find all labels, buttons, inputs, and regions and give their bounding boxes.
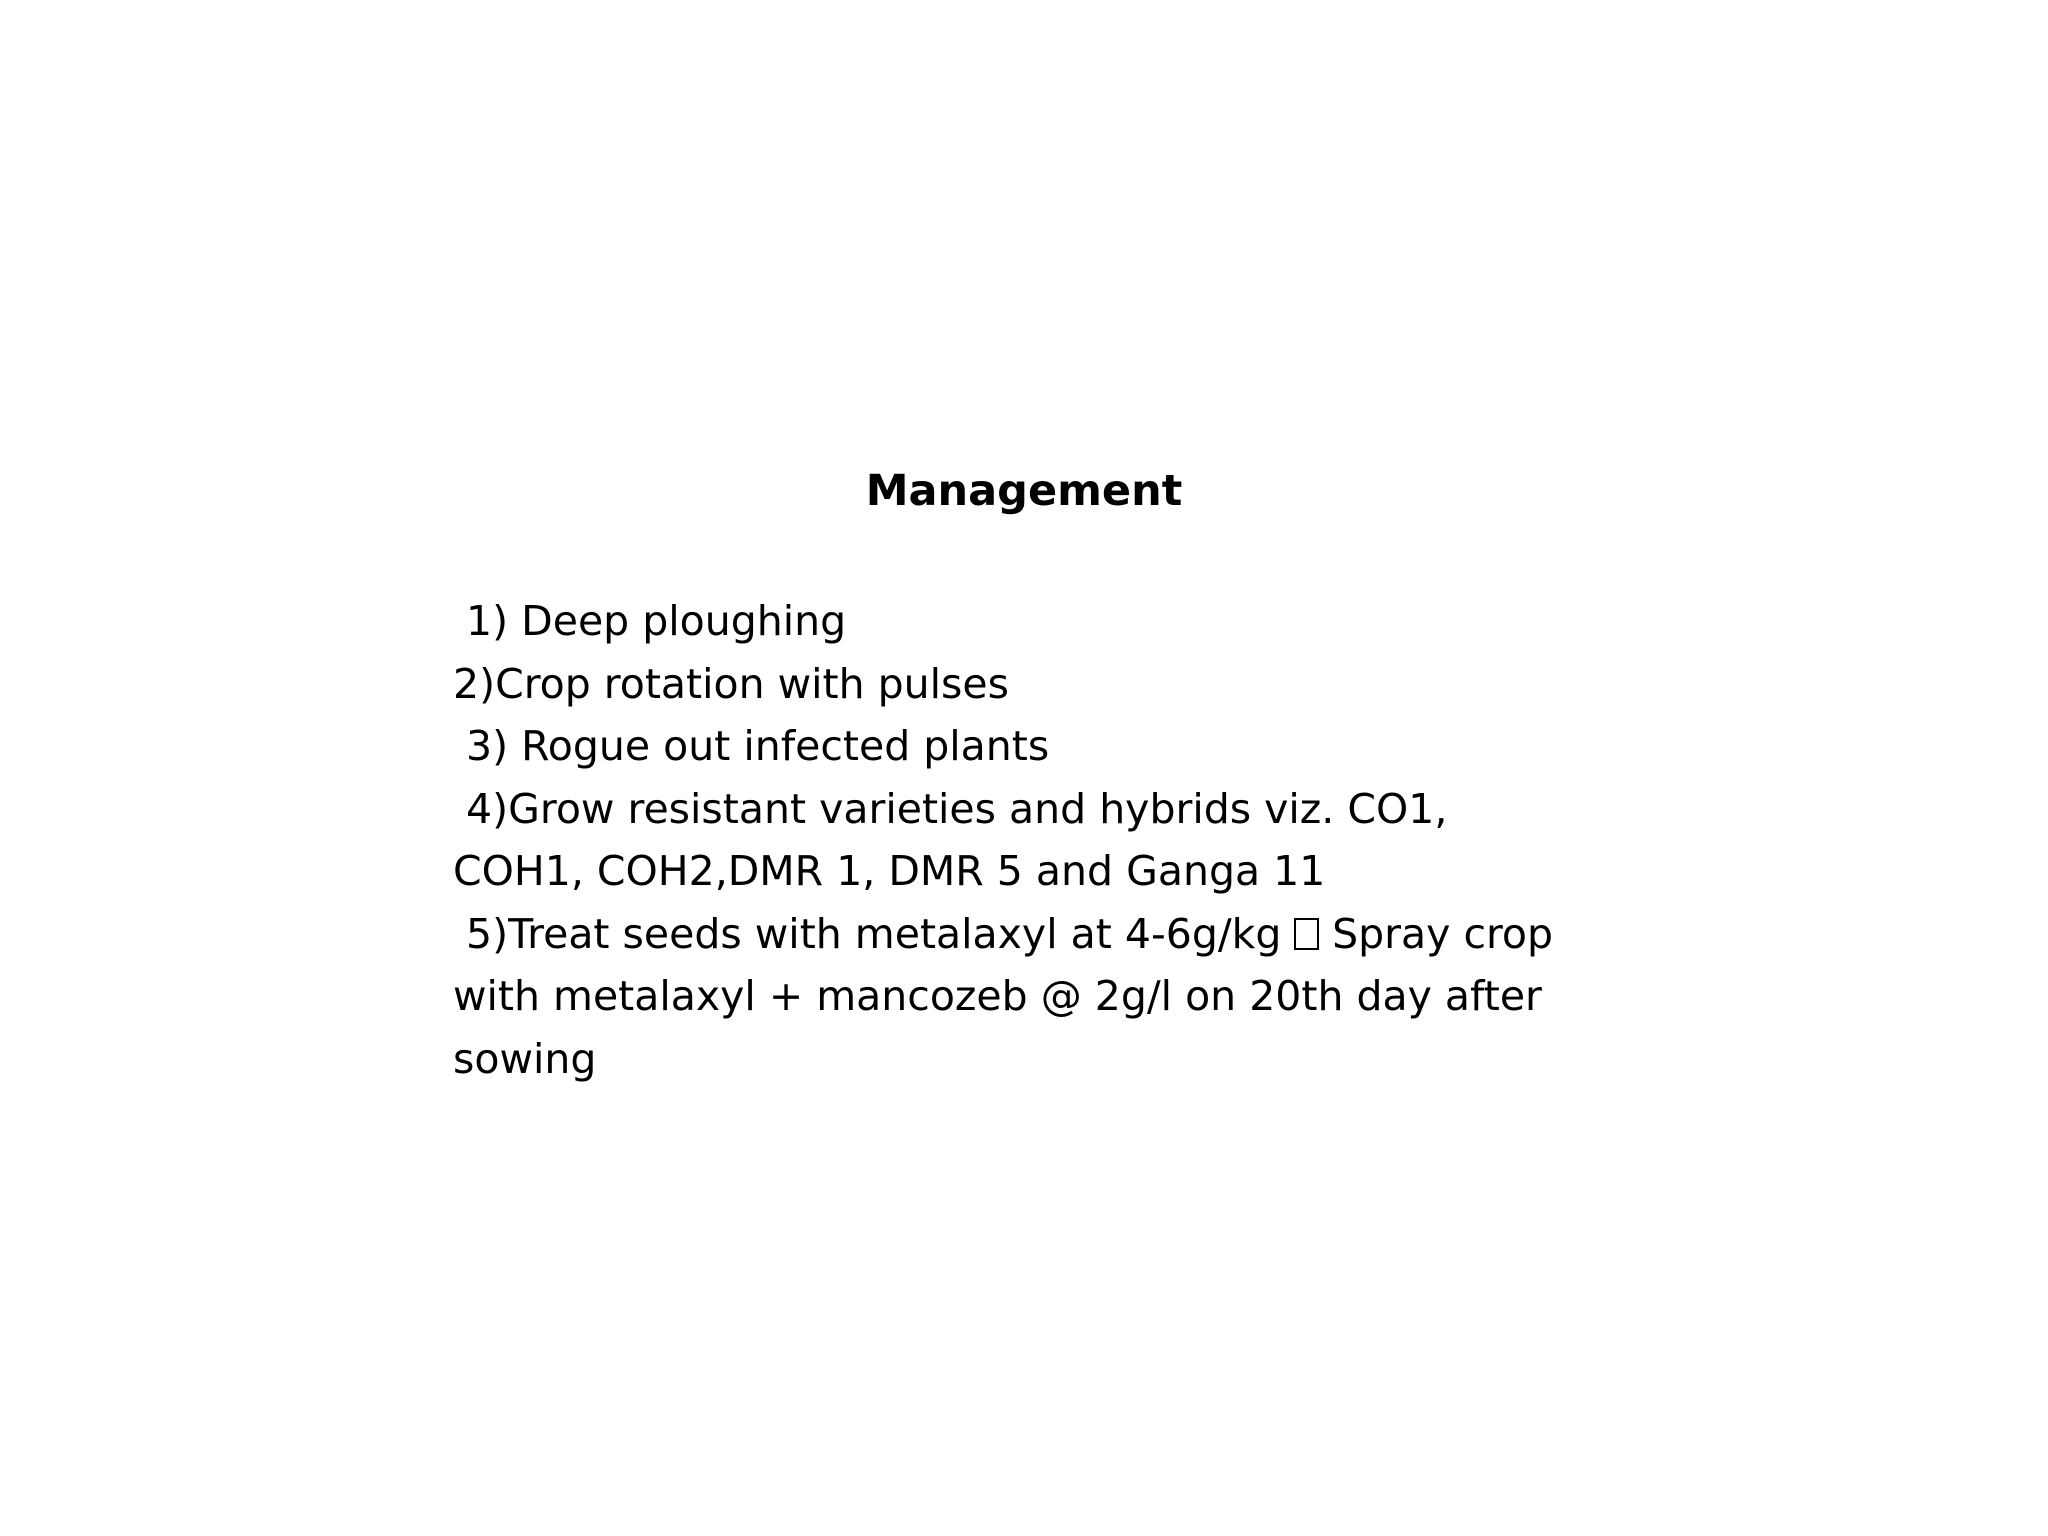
missing-glyph-icon bbox=[1294, 918, 1319, 950]
list-item-4-cont: COH1, COH2,DMR 1, DMR 5 and Ganga 11 bbox=[453, 847, 1326, 895]
list-item-5 bbox=[453, 903, 1713, 966]
list-item-5-end: sowing bbox=[453, 1034, 597, 1083]
list-item-3: 3) Rogue out infected plants bbox=[453, 722, 1050, 770]
slide-title: Management bbox=[865, 466, 1183, 516]
list-item-5-cont: with metalaxyl + mancozeb @ 2g/l on 20th day after bbox=[453, 972, 1542, 1020]
list-item-1: 1) Deep ploughing bbox=[453, 597, 847, 645]
list-item-5-part-1: 5)Treat seeds with metalaxyl at 4-6g/kg bbox=[453, 909, 1282, 958]
management-list bbox=[453, 590, 1713, 1090]
list-item-2: 2)Crop rotation with pulses bbox=[453, 659, 1009, 708]
list-item-5-part-2: Spray crop bbox=[1319, 909, 1554, 958]
list-item-4: 4)Grow resistant varieties and hybrids viz. CO1, bbox=[453, 784, 1448, 833]
